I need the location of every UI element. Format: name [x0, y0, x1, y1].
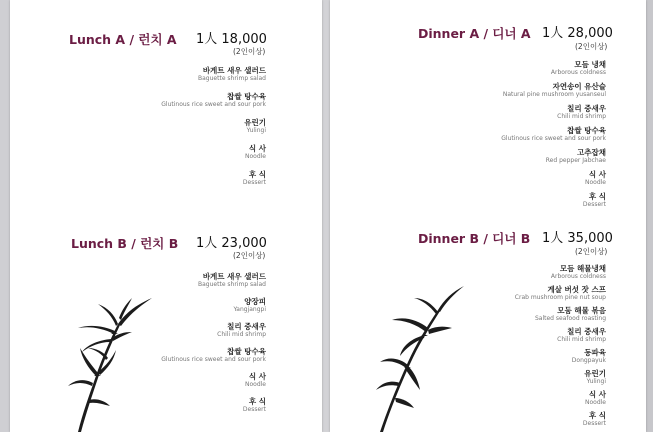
- menu-item-description: Chili mid shrimp: [557, 113, 606, 120]
- menu-item-name: 자연송이 유산슬: [552, 82, 606, 91]
- menu-item: [515, 285, 606, 302]
- menu-item: [515, 327, 606, 344]
- menu-item-name: 동파육: [584, 348, 606, 357]
- menu-item-name: 찹쌀 탕수육: [227, 347, 266, 356]
- menu-item: [515, 348, 606, 365]
- menu-item-description: Crab mushroom pine nut soup: [514, 294, 606, 301]
- menu-item-name: 바게트 새우 샐러드: [202, 66, 266, 75]
- menu-title: Dinner B / 디너 B: [418, 231, 531, 246]
- menu-item-name: 양장피: [244, 297, 266, 306]
- menu-item: [161, 144, 266, 161]
- menu-lunch-a: [10, 32, 322, 192]
- menu-item-description: Yangjangpi: [233, 306, 266, 313]
- menu-item-description: Dessert: [242, 406, 266, 413]
- menu-title: Lunch A / 런치 A: [69, 32, 177, 47]
- bamboo-illustration: [26, 290, 166, 432]
- menu-item: [161, 297, 266, 314]
- menu-item-description: Noodle: [245, 381, 266, 388]
- menu-item-description: Noodle: [245, 153, 266, 160]
- menu-dinner-a: [330, 26, 646, 226]
- menu-item: [161, 322, 266, 339]
- menu-item: [161, 92, 266, 109]
- menu-item-name: 식 사: [248, 372, 266, 381]
- menu-item-description: Yulingi: [586, 378, 606, 385]
- menu-item: [161, 66, 266, 83]
- menu-item: [161, 118, 266, 135]
- viewer-left-margin: [0, 0, 10, 432]
- menu-items: [161, 272, 266, 414]
- menu-items: [515, 264, 606, 428]
- menu-item: [515, 264, 606, 281]
- menu-item-description: Glutinous rice sweet and sour pork: [161, 101, 266, 108]
- menu-item-description: Salted seafood roasting: [534, 315, 606, 322]
- menu-item: [161, 272, 266, 289]
- menu-title: Lunch B / 런치 B: [71, 236, 179, 251]
- menu-item-description: Dessert: [582, 201, 606, 208]
- menu-item: [501, 148, 606, 165]
- menu-item-name: 게살 버섯 잣 스프: [547, 285, 606, 294]
- menu-item: [501, 82, 606, 99]
- menu-price: 1人 28,000: [542, 26, 613, 41]
- menu-item: [501, 60, 606, 77]
- menu-item-name: 후 식: [248, 397, 266, 406]
- menu-note: (2인이상): [233, 47, 266, 56]
- menu-item-description: Arborous coldness: [550, 69, 606, 76]
- menu-item-name: 모듬 냉채: [574, 60, 606, 69]
- menu-item: [515, 390, 606, 407]
- menu-item: [161, 347, 266, 364]
- menu-item-description: Yulingi: [246, 127, 266, 134]
- menu-price: 1人 23,000: [196, 236, 267, 251]
- menu-item-name: 유린기: [584, 369, 606, 378]
- menu-item-name: 식 사: [588, 170, 606, 179]
- menu-item-description: Chili mid shrimp: [217, 331, 266, 338]
- menu-item-name: 칠리 중새우: [567, 104, 606, 113]
- menu-item-name: 식 사: [248, 144, 266, 153]
- viewer-scrollbar[interactable]: [646, 0, 653, 432]
- menu-item-description: Dessert: [242, 179, 266, 186]
- menu-item: [161, 397, 266, 414]
- menu-page-dinner: [330, 0, 646, 432]
- menu-note: (2인이상): [575, 42, 608, 51]
- menu-item: [501, 170, 606, 187]
- menu-items: [501, 60, 606, 209]
- menu-item: [501, 104, 606, 121]
- menu-item-description: Arborous coldness: [550, 273, 606, 280]
- menu-item-description: Baguette shrimp salad: [198, 281, 266, 288]
- menu-price: 1人 35,000: [542, 231, 613, 246]
- menu-item-name: 후 식: [588, 192, 606, 201]
- menu-item-name: 바게트 새우 샐러드: [202, 272, 266, 281]
- menu-item: [515, 369, 606, 386]
- menu-item-name: 유린기: [244, 118, 266, 127]
- menu-item-description: Glutinous rice sweet and sour pork: [501, 135, 606, 142]
- bamboo-illustration: [340, 280, 470, 432]
- menu-item-description: Dongpayuk: [571, 357, 606, 364]
- menu-item-description: Natural pine mushroom yusanseul: [502, 91, 606, 98]
- menu-item: [161, 372, 266, 389]
- menu-item-description: Baguette shrimp salad: [198, 75, 266, 82]
- menu-item-name: 찹쌀 탕수육: [567, 126, 606, 135]
- menu-item-description: Dessert: [582, 420, 606, 427]
- menu-item-name: 고추잡채: [577, 148, 606, 157]
- menu-item-name: 칠리 중새우: [567, 327, 606, 336]
- menu-item-name: 찹쌀 탕수육: [227, 92, 266, 101]
- menu-item-name: 후 식: [248, 170, 266, 179]
- menu-item: [501, 126, 606, 143]
- menu-item-description: Chili mid shrimp: [557, 336, 606, 343]
- menu-item-description: Glutinous rice sweet and sour pork: [161, 356, 266, 363]
- menu-item-description: Noodle: [585, 399, 606, 406]
- menu-item-description: Noodle: [585, 179, 606, 186]
- menu-note: (2인이상): [233, 251, 266, 260]
- menu-note: (2인이상): [575, 247, 608, 256]
- menu-item-description: Red pepper Jabchae: [545, 157, 606, 164]
- menu-title: Dinner A / 디너 A: [418, 26, 531, 41]
- menu-item-name: 모둠 해물 볶음: [557, 306, 606, 315]
- menu-price: 1人 18,000: [196, 32, 267, 47]
- menu-items: [161, 66, 266, 187]
- menu-page-lunch: [10, 0, 322, 432]
- menu-item: [515, 306, 606, 323]
- menu-item: [501, 192, 606, 209]
- menu-item-name: 후 식: [588, 411, 606, 420]
- menu-item-name: 식 사: [588, 390, 606, 399]
- menu-item-name: 모듬 해물냉채: [559, 264, 606, 273]
- menu-item-name: 칠리 중새우: [227, 322, 266, 331]
- menu-item: [161, 170, 266, 187]
- menu-item: [515, 411, 606, 428]
